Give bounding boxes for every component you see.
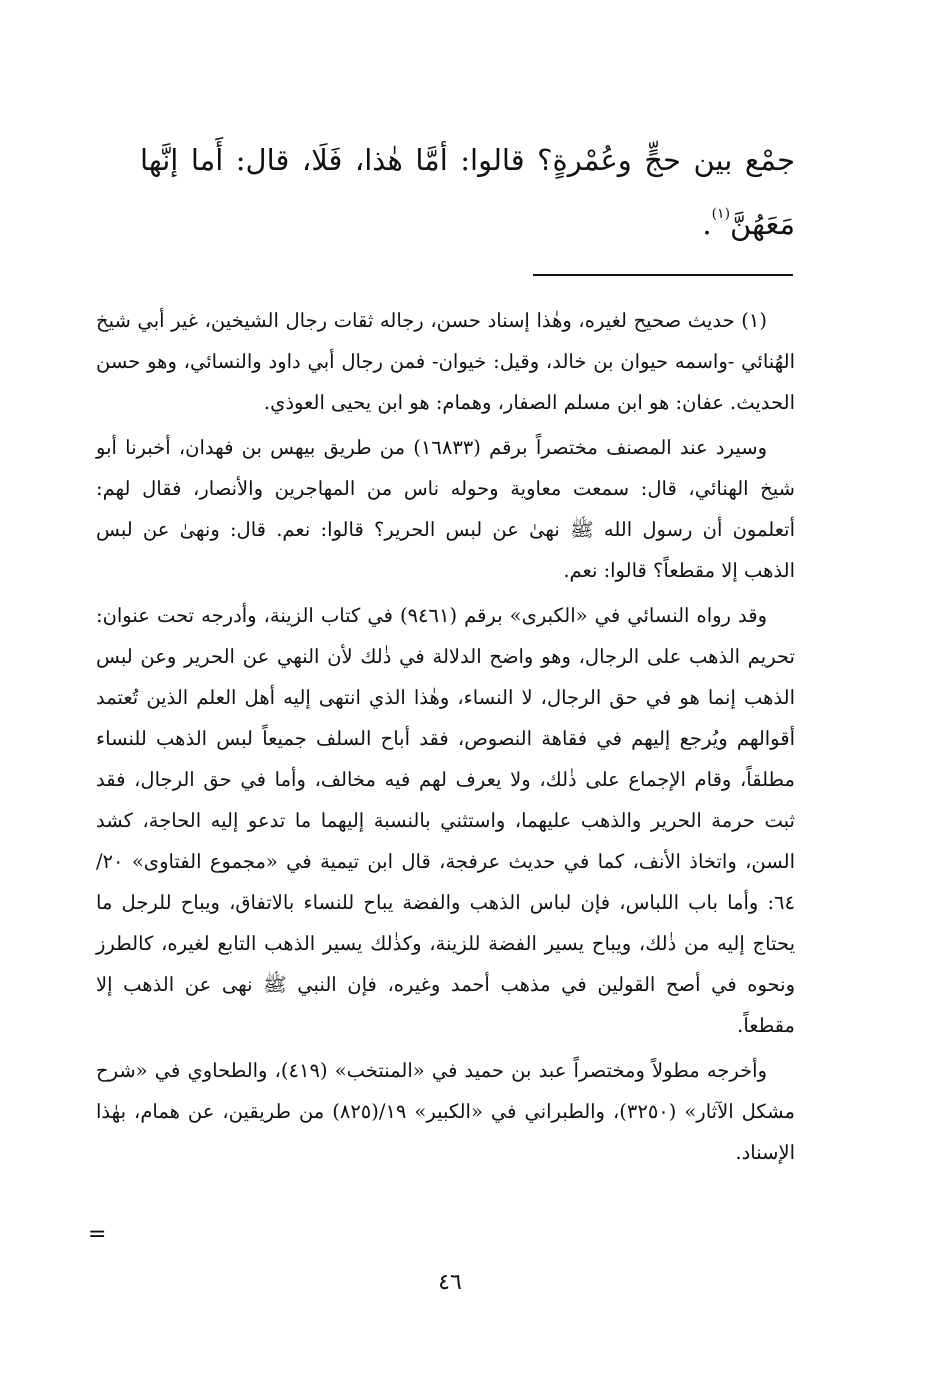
footnote-divider bbox=[533, 274, 793, 276]
footnote-reference: (١) bbox=[711, 206, 731, 222]
main-text bbox=[140, 128, 795, 256]
main-text-body: جمْع بين حجٍّ وعُمْرةٍ؟ قالوا: أمَّا هٰذا، فَلَا، قال: أَما إنَّها مَعَهُنَّ bbox=[140, 143, 795, 241]
main-text-end: . bbox=[702, 207, 712, 241]
footnote-paragraph: (١) حديث صحيح لغيره، وهٰذا إسناد حسن، رجاله ثقات رجال الشيخين، غير أبي شيخ الهُنائي -واسمه حيوان بن خالد، وقيل: خيوان- فمن رجال أبي داود والنسائي، وهو حسن الحديث. عفان: هو ابن مسلم الصفار، وهمام: هو ابن يحيى العوذي. bbox=[96, 309, 795, 414]
footnotes-section bbox=[96, 300, 795, 1177]
footnote-paragraph: وقد رواه النسائي في «الكبرى» برقم (٩٤٦١) في كتاب الزينة، وأدرجه تحت عنوان: تحريم الذهب على الرجال، وهو واضح الدلالة في ذٰلك لأن النهي عن الحرير وعن لبس الذهب إنما هو في حق الرجال، لا النساء، وهٰذا الذي انتهى إليه أهل العلم الذين تُعتمد أقوالهم ويُرجع إليهم في فقاهة النصوص، فقد أباح السلف جميعاً لبس الذهب للنساء مطلقاً، وقام الإجماع على ذٰلك، ولا يعرف لهم فيه مخالف، وأما في حق الرجال، فقد ثبت حرمة الحرير والذهب عليهما، واستثني بالنسبة إليهما ما تدعو إليه الحاجة، كشد السن، واتخاذ الأنف، كما في حديث عرفجة، قال ابن تيمية في «مجموع الفتاوى» ٢٠/ ٦٤: وأما باب اللباس، فإن لباس الذهب والفضة يباح للنساء بالاتفاق، ويباح للرجل ما يحتاج إليه من ذٰلك، ويباح يسير الفضة للزينة، وكذٰلك يسير الذهب التابع لغيره، كالطرز ونحوه في أصح القولين في مذهب أحمد وغيره، فإن النبي ﷺ نهى عن الذهب إلا مقطعاً. bbox=[96, 604, 795, 1037]
footnote-paragraph: وسيرد عند المصنف مختصراً برقم (١٦٨٣٣) من طريق بيهس بن فهدان، أخبرنا أبو شيخ الهنائي، قال: سمعت معاوية وحوله ناس من المهاجرين والأنصار، فقال لهم: أتعلمون أن رسول الله ﷺ نهىٰ عن لبس الحرير؟ قالوا: نعم. قال: ونهىٰ عن لبس الذهب إلا مقطعاً؟ قالوا: نعم. bbox=[96, 436, 795, 582]
page-number: ٤٦ bbox=[438, 1270, 462, 1295]
continuation-mark: = bbox=[88, 1222, 107, 1247]
footnote-paragraph: وأخرجه مطولاً ومختصراً عبد بن حميد في «المنتخب» (٤١٩)، والطحاوي في «شرح مشكل الآثار» (٣٢٥٠)، والطبراني في «الكبير» ١٩/(٨٢٥) من طريقين، عن همام، بهٰذا الإسناد. bbox=[96, 1059, 795, 1164]
